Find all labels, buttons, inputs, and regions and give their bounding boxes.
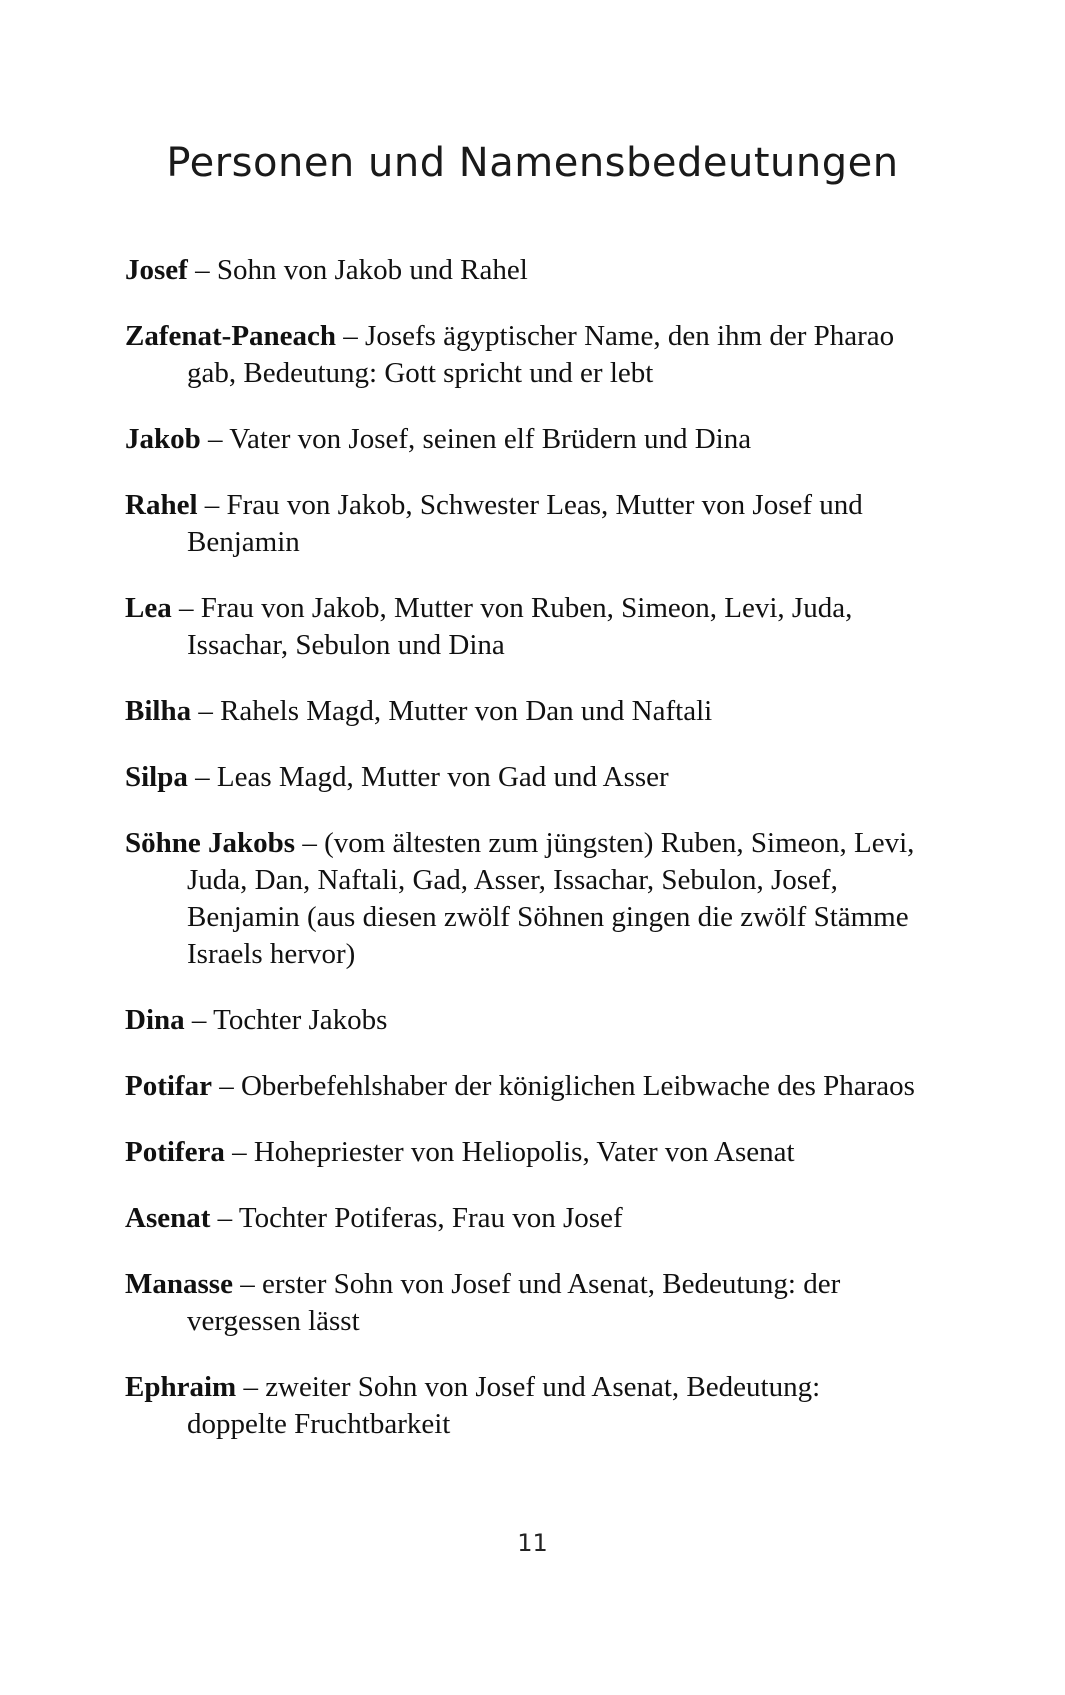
character-name: Bilha [125, 695, 192, 727]
character-description: Frau von Jakob, Mutter von Ruben, Simeon, Levi, Juda, Issachar, Sebulon und Dina [187, 592, 853, 661]
list-item: Zafenat-Paneach – Josefs ägyptischer Name, den ihm der Pharao gab, Bedeutung: Gott spricht und er lebt [125, 320, 895, 389]
list-item: Bilha – Rahels Magd, Mutter von Dan und Naftali [125, 695, 713, 727]
character-description: Frau von Jakob, Schwester Leas, Mutter von Josef und Benjamin [187, 489, 863, 558]
page-title: Personen und Namensbedeutungen [166, 140, 899, 186]
character-description: Sohn von Jakob und Rahel [216, 254, 528, 286]
character-description: Josefs ägyptischer Name, den ihm der Pharao gab, Bedeutung: Gott spricht und er lebt [187, 320, 895, 389]
list-item: Silpa – Leas Magd, Mutter von Gad und Asser [125, 761, 669, 793]
character-list [125, 252, 915, 1472]
character-name: Potifar [125, 1070, 212, 1102]
list-item: Lea – Frau von Jakob, Mutter von Ruben, Simeon, Levi, Juda, Issachar, Sebulon und Dina [125, 592, 853, 661]
character-name: Söhne Jakobs [125, 827, 296, 859]
character-description: (vom ältesten zum jüngsten) Ruben, Simeon, Levi, Juda, Dan, Naftali, Gad, Asser, Issachar, Sebulon, Josef, Benjamin (aus diesen zwölf Söhnen gingen die zwölf Stämme Israels hervor) [187, 827, 915, 970]
character-name: Manasse [125, 1268, 233, 1300]
character-name: Josef [125, 254, 188, 286]
character-description: Tochter Jakobs [213, 1004, 388, 1036]
character-name: Dina [125, 1004, 185, 1036]
list-item: Rahel – Frau von Jakob, Schwester Leas, Mutter von Josef und Benjamin [125, 489, 863, 558]
list-item: Ephraim – zweiter Sohn von Josef und Asenat, Bedeutung: doppelte Fruchtbarkeit [125, 1371, 821, 1440]
character-name: Potifera [125, 1136, 225, 1168]
character-name: Silpa [125, 761, 188, 793]
character-description: erster Sohn von Josef und Asenat, Bedeutung: der vergessen lässt [187, 1268, 841, 1337]
list-item: Dina – Tochter Jakobs [125, 1004, 388, 1036]
list-item: Asenat – Tochter Potiferas, Frau von Josef [125, 1202, 623, 1234]
character-description: Vater von Josef, seinen elf Brüdern und Dina [229, 423, 752, 455]
character-description: Leas Magd, Mutter von Gad und Asser [216, 761, 669, 793]
list-item: Josef – Sohn von Jakob und Rahel [125, 254, 528, 286]
list-item: Manasse – erster Sohn von Josef und Asenat, Bedeutung: der vergessen lässt [125, 1268, 841, 1337]
list-item: Potifar – Oberbefehlshaber der königlichen Leibwache des Pharaos [125, 1070, 915, 1102]
character-description: Tochter Potiferas, Frau von Josef [238, 1202, 623, 1234]
character-name: Lea [125, 592, 172, 624]
character-description: Rahels Magd, Mutter von Dan und Naftali [220, 695, 713, 727]
character-name: Asenat [125, 1202, 211, 1234]
character-name: Jakob [125, 423, 201, 455]
character-name: Zafenat-Paneach [125, 320, 337, 352]
character-description: Hohepriester von Heliopolis, Vater von Asenat [253, 1136, 795, 1168]
character-description: Oberbefehlshaber der königlichen Leibwache des Pharaos [240, 1070, 915, 1102]
list-item: Potifera – Hohepriester von Heliopolis, Vater von Asenat [125, 1136, 795, 1168]
character-name: Ephraim [125, 1371, 237, 1403]
page-number: 11 [517, 1529, 548, 1557]
character-name: Rahel [125, 489, 198, 521]
list-item: Söhne Jakobs – (vom ältesten zum jüngsten) Ruben, Simeon, Levi, Juda, Dan, Naftali, Gad, Asser, Issachar, Sebulon, Josef, Benjamin (aus diesen zwölf Söhnen gingen die zwölf Stämme Israels hervor) [125, 827, 915, 970]
character-description: zweiter Sohn von Josef und Asenat, Bedeutung: doppelte Fruchtbarkeit [187, 1371, 821, 1440]
list-item: Jakob – Vater von Josef, seinen elf Brüdern und Dina [125, 423, 752, 455]
